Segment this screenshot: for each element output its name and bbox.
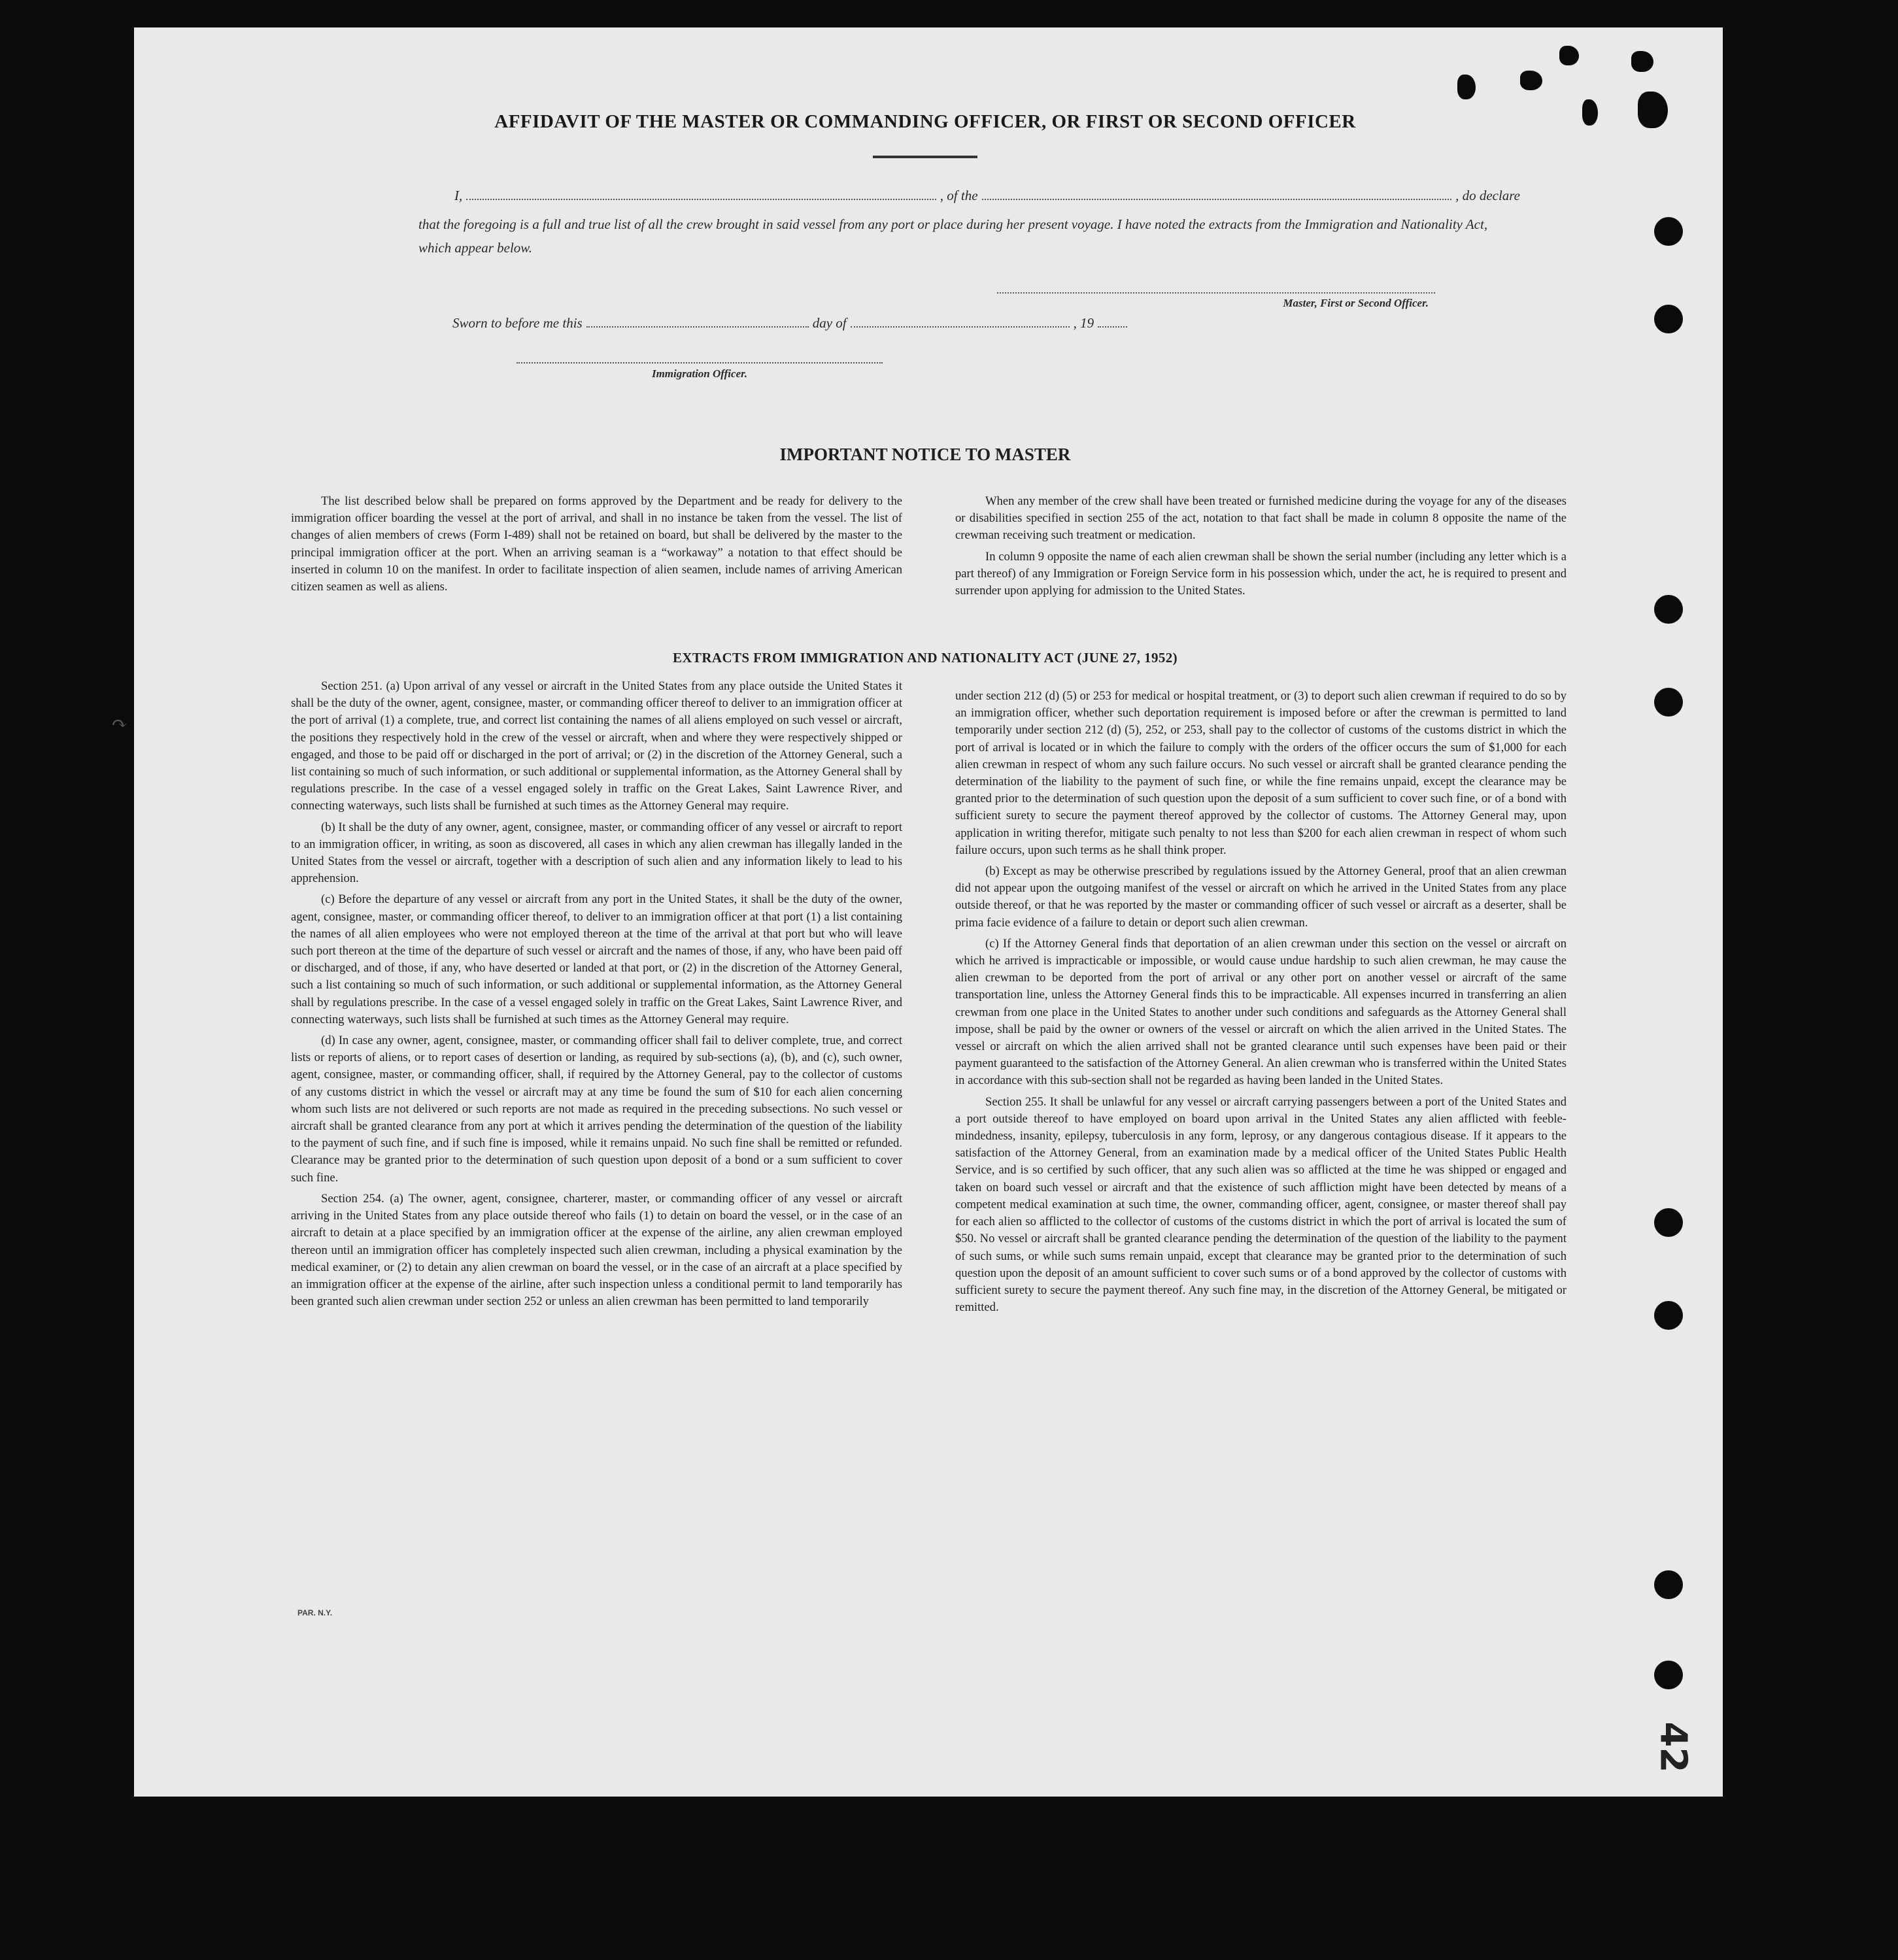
label-year: , 19	[1073, 315, 1094, 331]
extracts-right-column	[955, 688, 1567, 1320]
vessel-blank	[982, 188, 1452, 200]
punch-hole-icon	[1654, 305, 1683, 333]
notice-paragraph: When any member of the crew shall have been treated or furnished medicine during the voyage for any of the diseases or disabilities specified in section 255 of the act, notation to that fact shall be made in column 8 opposite the name of the crewman receiving such treatment or medication.	[955, 494, 1567, 543]
section-251-a: Section 251. (a) Upon arrival of any vessel or aircraft in the United States from any place outside the United States it shall be the duty of the owner, agent, consignee, master, or commanding officer thereof to deliver to an immigration officer at the port of arrival (1) a complete, true, and correct list containing the names of all aliens employed on such vessel or aircraft, the positions they respectively hold in the crew of the vessel or aircraft, when and where they were respectively shipped or engaged, and those to be paid off or discharged in the port of arrival; or (2) in the discretion of the Attorney General, such a list containing so much of such information, or such additional or supplemental information, as the Attorney General shall by regulations prescribe. In the case of a vessel engaged solely in traffic on the Great Lakes, Saint Lawrence River, and connecting waterways, such lists shall be furnished at such times as the Attorney General may require.	[291, 679, 902, 813]
punch-hole-icon	[1654, 1301, 1683, 1330]
page-stamp: 42	[1652, 1721, 1695, 1773]
name-blank	[466, 188, 936, 200]
signature-line	[997, 292, 1435, 294]
ink-speck-icon	[1559, 46, 1579, 65]
punch-hole-icon	[1654, 1570, 1683, 1599]
notice-paragraph: In column 9 opposite the name of each alien crewman shall be shown the serial number (including any letter which is a part thereof) of any Immigration or Foreign Service form in his possession which, under the act, he is required to present and surrender upon applying for admission to the United States.	[955, 549, 1567, 598]
punch-hole-icon	[1654, 1661, 1683, 1689]
sworn-line	[452, 315, 1178, 331]
section-254-a: Section 254. (a) The owner, agent, consignee, charterer, master, or commanding officer of any vessel or aircraft arriving in the United States from any place outside thereof who fails (1) to detain on board the vessel, or in the case of an aircraft to detain at a place specified by an immigration officer at the expense of the airline, any alien crewman employed thereon until an immigration officer has completely inspected such alien crewman, including a physical examination by the medical examiner, or (2) to detain any alien crewman on board the vessel, or in the case of an aircraft at a place specified by an immigration officer at the expense of the airline, after such inspection unless a conditional permit to land temporarily has been granted such alien crewman under section 252 or unless an alien crewman has been permitted to land temporarily	[291, 1191, 902, 1309]
label-i: I,	[454, 188, 463, 203]
ink-speck-icon	[1582, 99, 1598, 126]
ink-speck-icon	[1520, 71, 1542, 90]
label-day-of: day of	[812, 315, 847, 331]
notice-paragraph: The list described below shall be prepared on forms approved by the Department and be ready for delivery to the immigration officer boarding the vessel at the port of arrival, and shall in no instance be taken from the vessel. The list of changes of alien members of crews (Form I-489) shall not be retained on board, but shall be delivered by the master to the principal immigration officer at the port. When an arriving seaman is a “workaway” a notation to that effect should be inserted in column 10 on the manifest. In order to facilitate inspection of alien seamen, include names of arriving American citizen seamen as well as aliens.	[291, 494, 902, 594]
title-rule	[873, 156, 977, 158]
immigration-officer-line	[517, 362, 883, 363]
notice-right-column	[955, 493, 1567, 603]
affidavit-declaration-line	[454, 188, 1520, 204]
ink-speck-icon	[1457, 75, 1476, 99]
section-255: Section 255. It shall be unlawful for any vessel or aircraft carrying passengers between a port of the United States and a port outside thereof to have employed on board upon arrival in the United States any alien afflicted with feeble-mindedness, insanity, epilepsy, tuberculosis in any form, leprosy, or any dangerous contagious disease. If it appears to the satisfaction of the Attorney General, from an examination made by a medical officer of the United States Public Health Service, and is so certified by such officer, that any such alien was so afflicted at the time he was shipped or engaged and taken on board such vessel or aircraft and that the existence of such affliction might have been detected by means of a competent medical examination at such time, the owner, commanding officer, agent, consignee, or master thereof shall pay for each alien so afflicted to the collector of customs of the customs district in which the port of arrival is located the sum of $50. No vessel or aircraft shall be granted clearance pending the determination of the question of the liability to the payment of such sums, or while such sums remain unpaid, except that clearance may be granted prior to the determination of such question upon the deposit of an amount sufficient to cover such sums or of a bond approved by the collector of customs with sufficient surety to secure the payment thereof. Any such fine may, in the discretion of the Attorney General, be mitigated or remitted.	[955, 1094, 1567, 1315]
notice-title: IMPORTANT NOTICE TO MASTER	[779, 445, 1071, 464]
year-blank	[1098, 316, 1127, 328]
section-251-b: (b) It shall be the duty of any owner, agent, consignee, master, or commanding officer of any vessel or aircraft to report to an immigration officer, in writing, as soon as discovered, all cases in which any alien crewman has illegally landed in the United States from the vessel or aircraft, together with a description of such alien and any information likely to lead to his apprehension.	[291, 820, 902, 886]
label-do-declare: , do declare	[1455, 188, 1521, 203]
signature-caption: Master, First or Second Officer.	[1283, 297, 1429, 309]
section-254-b: (b) Except as may be otherwise prescribed by regulations issued by the Attorney General, proof that an alien crewman did not appear upon the outgoing manifest of the vessel or aircraft on which he arrived in the United States from any place outside thereof, or that he was reported by the master or commanding officer of such vessel or aircraft as a deserter, shall be prima facie evidence of a failure to detain or deport such alien crewman.	[955, 864, 1567, 930]
label-sworn: Sworn to before me this	[452, 315, 583, 331]
section-251-c: (c) Before the departure of any vessel or aircraft from any port in the United States, it shall be the duty of the owner, agent, consignee, master, or commanding officer thereof, to deliver to an immigration officer at that port (1) a list containing the names of all alien employees who were not employed thereon at the time of the arrival at that port but who will leave such port thereon at the time of the departure of such vessel or aircraft and the names of those, if any, who have been paid off or discharged, and of those, if any, who have deserted or landed at that port, or (2) in the discretion of the Attorney General, such a list containing so much of such information, or such additional or supplemental information, as the Attorney General shall by regulations prescribe. In the case of a vessel engaged solely in traffic on the Great Lakes, Saint Lawrence River, and connecting waterways, such lists shall be furnished at such times as the Attorney General may require.	[291, 892, 902, 1026]
margin-mark-icon: ↷	[111, 713, 128, 735]
affidavit-statement: that the foregoing is a full and true list of all the crew brought in said vessel from any port or place during her present voyage. I have noted the extracts from the Immigration and Nationality Act, which appear below.	[418, 216, 1488, 256]
immigration-officer-caption: Immigration Officer.	[651, 367, 748, 380]
ink-speck-icon	[1638, 92, 1668, 128]
punch-hole-icon	[1654, 217, 1683, 246]
section-254-a-continued: under section 212 (d) (5) or 253 for medical or hospital treatment, or (3) to deport such alien crewman if required to do so by an immigration officer, whether such deportation requirement is imposed before or after the crewman is permitted to land temporarily under section 212 (d) (5), 252, or 253, shall pay to the collector of customs of the customs district in which the port of arrival is located or in which the failure to comply with the orders of the officer occurs the sum of $1,000 for each alien crewman in respect of whom any such failure occurs. No such vessel or aircraft shall be granted clearance pending the determination of the liability to the payment of such fine, or while the fine remains unpaid, except the clearance may be granted prior to the determination of such question upon the deposit of a sum sufficient to cover such fine, or of a bond with sufficient surety to secure the payment thereof approved by the collector of customs. The Attorney General may, upon application in writing therefor, mitigate such penalty to not less than $200 for each alien crewman in respect of whom such failure occurs, upon such terms as he shall think proper.	[955, 689, 1567, 857]
document-page	[134, 27, 1723, 1797]
notice-left-column	[291, 493, 902, 600]
section-251-d: (d) In case any owner, agent, consignee, master, or commanding officer shall fail to deliver complete, true, and correct lists or reports of aliens, or to report cases of desertion or landing, as required by sub-sections (a), (b), and (c), such owner, agent, consignee, master, or commanding officer, shall, if required by the Attorney General, pay to the collector of customs of any customs district in which the vessel or aircraft may at any time be found the sum of $10 for each alien concerning whom such lists are not delivered or such reports are not made as required in the preceding subsections. No such vessel or aircraft shall be granted clearance from any port at which it arrives pending the determination of the question of the liability to the payment of such fine, and if such fine is imposed, while it remains unpaid. No such fine shall be remitted or refunded. Clearance may be granted prior to the determination of such question upon deposit of a bond or a sum sufficient to cover such fine.	[291, 1034, 902, 1185]
punch-hole-icon	[1654, 688, 1683, 717]
affidavit-title: AFFIDAVIT OF THE MASTER OR COMMANDING OFFICER, OR FIRST OR SECOND OFFICER	[494, 111, 1356, 132]
day-blank	[586, 316, 809, 328]
printer-mark: PAR. N.Y.	[297, 1608, 333, 1617]
month-blank	[851, 316, 1070, 328]
label-of-the: , of the	[940, 188, 978, 203]
punch-hole-icon	[1654, 595, 1683, 624]
section-254-c: (c) If the Attorney General finds that deportation of an alien crewman under this section on the vessel or aircraft on which he arrived is impracticable or impossible, or would cause undue hardship to such alien crewman, he may cause the alien crewman to be deported from the port of arrival or any other port on another vessel or aircraft of the same transportation line, unless the Attorney General finds this to be impracticable. All expenses incurred in transferring an alien crewman from one place in the United States to another under such conditions and safeguards as the Attorney General shall impose, shall be paid by the owner or owners of the vessel or aircraft on which the alien arrived in the United States. The vessel or aircraft on which the alien arrived shall not be granted clearance until such expenses have been paid or their payment guaranteed to the satisfaction of the Attorney General. An alien crewman who is transferred within the United States in accordance with this sub-section shall not be regarded as having been landed in the United States.	[955, 936, 1567, 1088]
extracts-left-column	[291, 678, 902, 1314]
extracts-title: EXTRACTS FROM IMMIGRATION AND NATIONALITY ACT (JUNE 27, 1952)	[672, 650, 1178, 666]
ink-speck-icon	[1631, 51, 1653, 72]
punch-hole-icon	[1654, 1208, 1683, 1237]
